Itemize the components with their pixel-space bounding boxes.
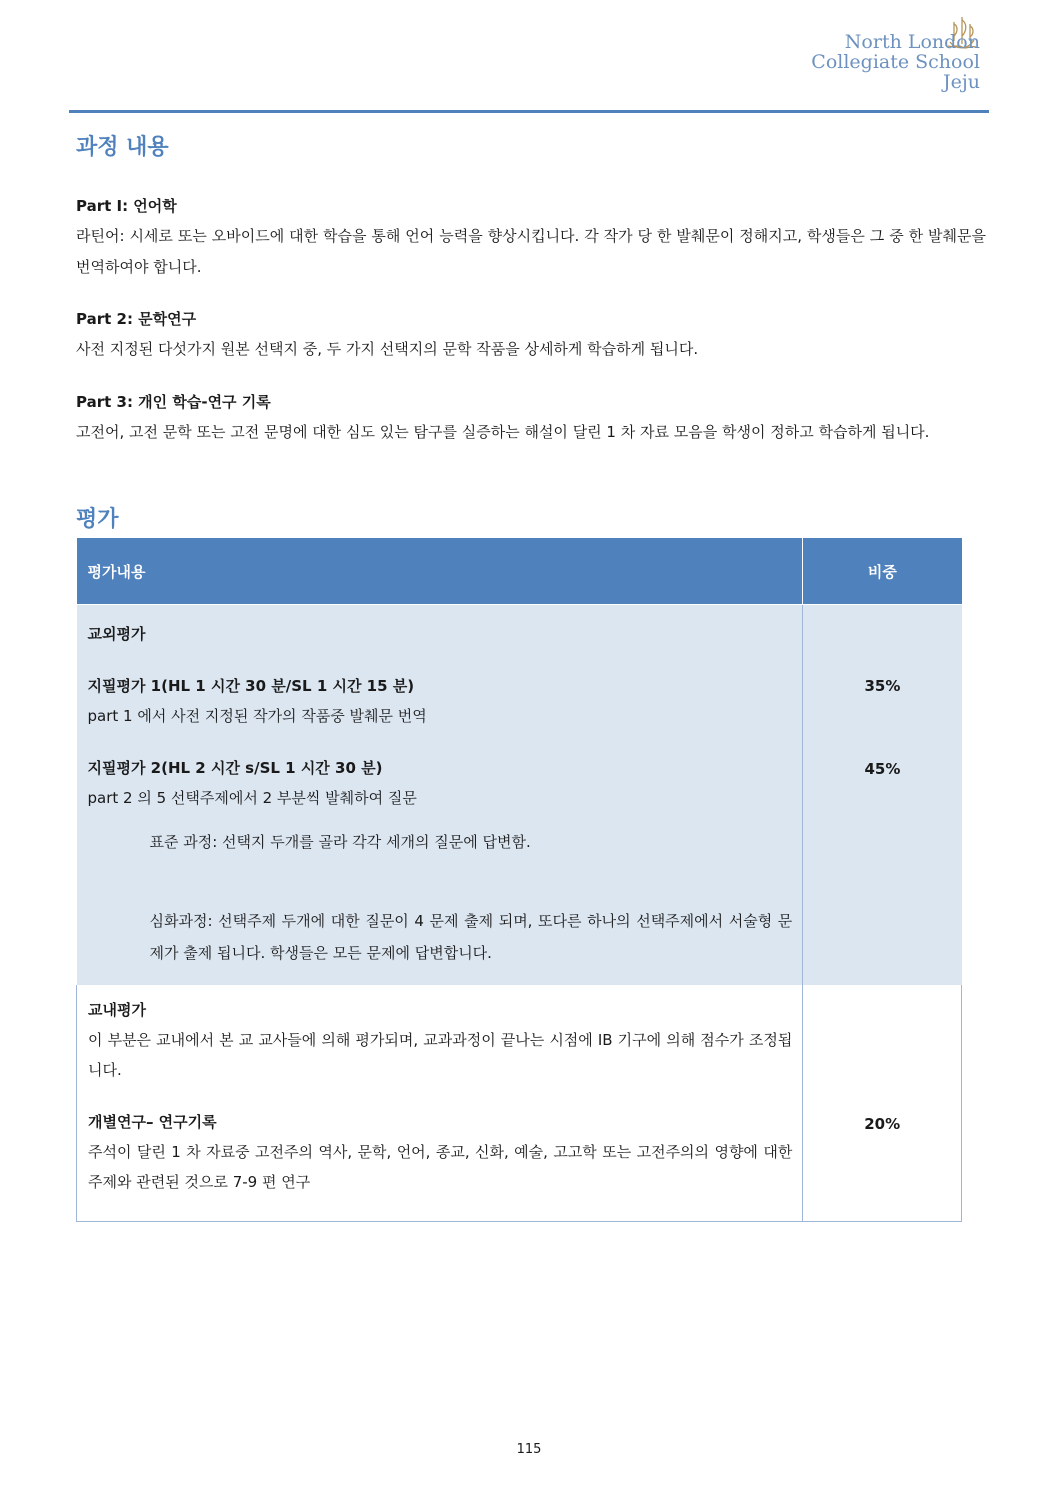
school-name-line2: Collegiate School: [811, 51, 980, 73]
part2-text: 사전 지정된 다섯가지 원본 선택지 중, 두 가지 선택지의 문학 작품을 상세하게 학습하게 됩니다.: [76, 340, 699, 358]
external-assessment-row: [77, 605, 962, 986]
part3-text: 고전어, 고전 문학 또는 고전 문명에 대한 심도 있는 탐구를 실증하는 해설이 달린 1 차 자료 모음을 학생이 정하고 학습하게 됩니다.: [76, 423, 930, 441]
sl-note: 표준 과정: 선택지 두개를 골라 각각 세개의 질문에 답변함.: [149, 833, 531, 851]
page-number: 115: [516, 1442, 542, 1457]
individual-study-title: 개별연구– 연구기록: [88, 1113, 217, 1131]
paper2-desc: part 2 의 5 선택주제에서 2 부분씩 발췌하여 질문: [87, 789, 417, 807]
internal-weight: 20%: [864, 1115, 901, 1133]
part1-text: 라틴어: 시세로 또는 오바이드에 대한 학습을 통해 언어 능력을 향상시킵니다. 각 작가 당 한 발췌문이 정해지고, 학생들은 그 중 한 발췌문을 번역하여야 합니다.: [76, 227, 986, 276]
course-heading: 과정 내용: [76, 135, 169, 160]
part3-title: Part 3: 개인 학습-연구 기록: [76, 393, 271, 411]
individual-study-desc: 주석이 달린 1 차 자료중 고전주의 역사, 문학, 언어, 종교, 신화, 예술, 고고학 또는 고전주의의 영향에 대한 주제와 관련된 것으로 7-9 편 연구: [88, 1143, 793, 1191]
paper2-title: 지필평가 2(HL 2 시간 s/SL 1 시간 30 분): [87, 759, 383, 777]
external-weight-cell: [803, 605, 962, 986]
column-header-content: 평가내용: [77, 538, 803, 605]
school-name-line1: North London: [844, 31, 980, 53]
school-logo: [790, 14, 980, 98]
table-header-row: [77, 538, 962, 605]
external-title: 교외평가: [87, 625, 146, 643]
header-divider: [69, 110, 989, 113]
external-content-cell: [77, 605, 803, 986]
part2-title: Part 2: 문학연구: [76, 310, 197, 328]
internal-weight-cell: [803, 985, 962, 1222]
part1-title: Part I: 언어학: [76, 197, 177, 215]
paper1-title: 지필평가 1(HL 1 시간 30 분/SL 1 시간 15 분): [87, 677, 415, 695]
column-header-weight: 비중: [803, 538, 962, 605]
internal-desc: 이 부분은 교내에서 본 교 교사들에 의해 평가되며, 교과과정이 끝나는 시점에 IB 기구에 의해 점수가 조정됩니다.: [88, 1031, 793, 1079]
internal-assessment-row: [77, 985, 962, 1222]
paper2-weight: 45%: [864, 760, 901, 778]
assessment-table: [76, 538, 962, 1222]
hl-note: 심화과정: 선택주제 두개에 대한 질문이 4 문제 출제 되며, 또다른 하나의 선택주제에서 서술형 문제가 출제 됩니다. 학생들은 모든 문제에 답변합니다.: [149, 912, 793, 962]
internal-content-cell: [77, 985, 803, 1222]
internal-title: 교내평가: [88, 1001, 146, 1019]
paper1-desc: part 1 에서 사전 지정된 작가의 작품중 발췌문 번역: [87, 707, 427, 725]
paper1-weight: 35%: [864, 677, 901, 695]
school-name-line3: Jeju: [943, 71, 980, 93]
assessment-heading: 평가: [76, 507, 119, 532]
